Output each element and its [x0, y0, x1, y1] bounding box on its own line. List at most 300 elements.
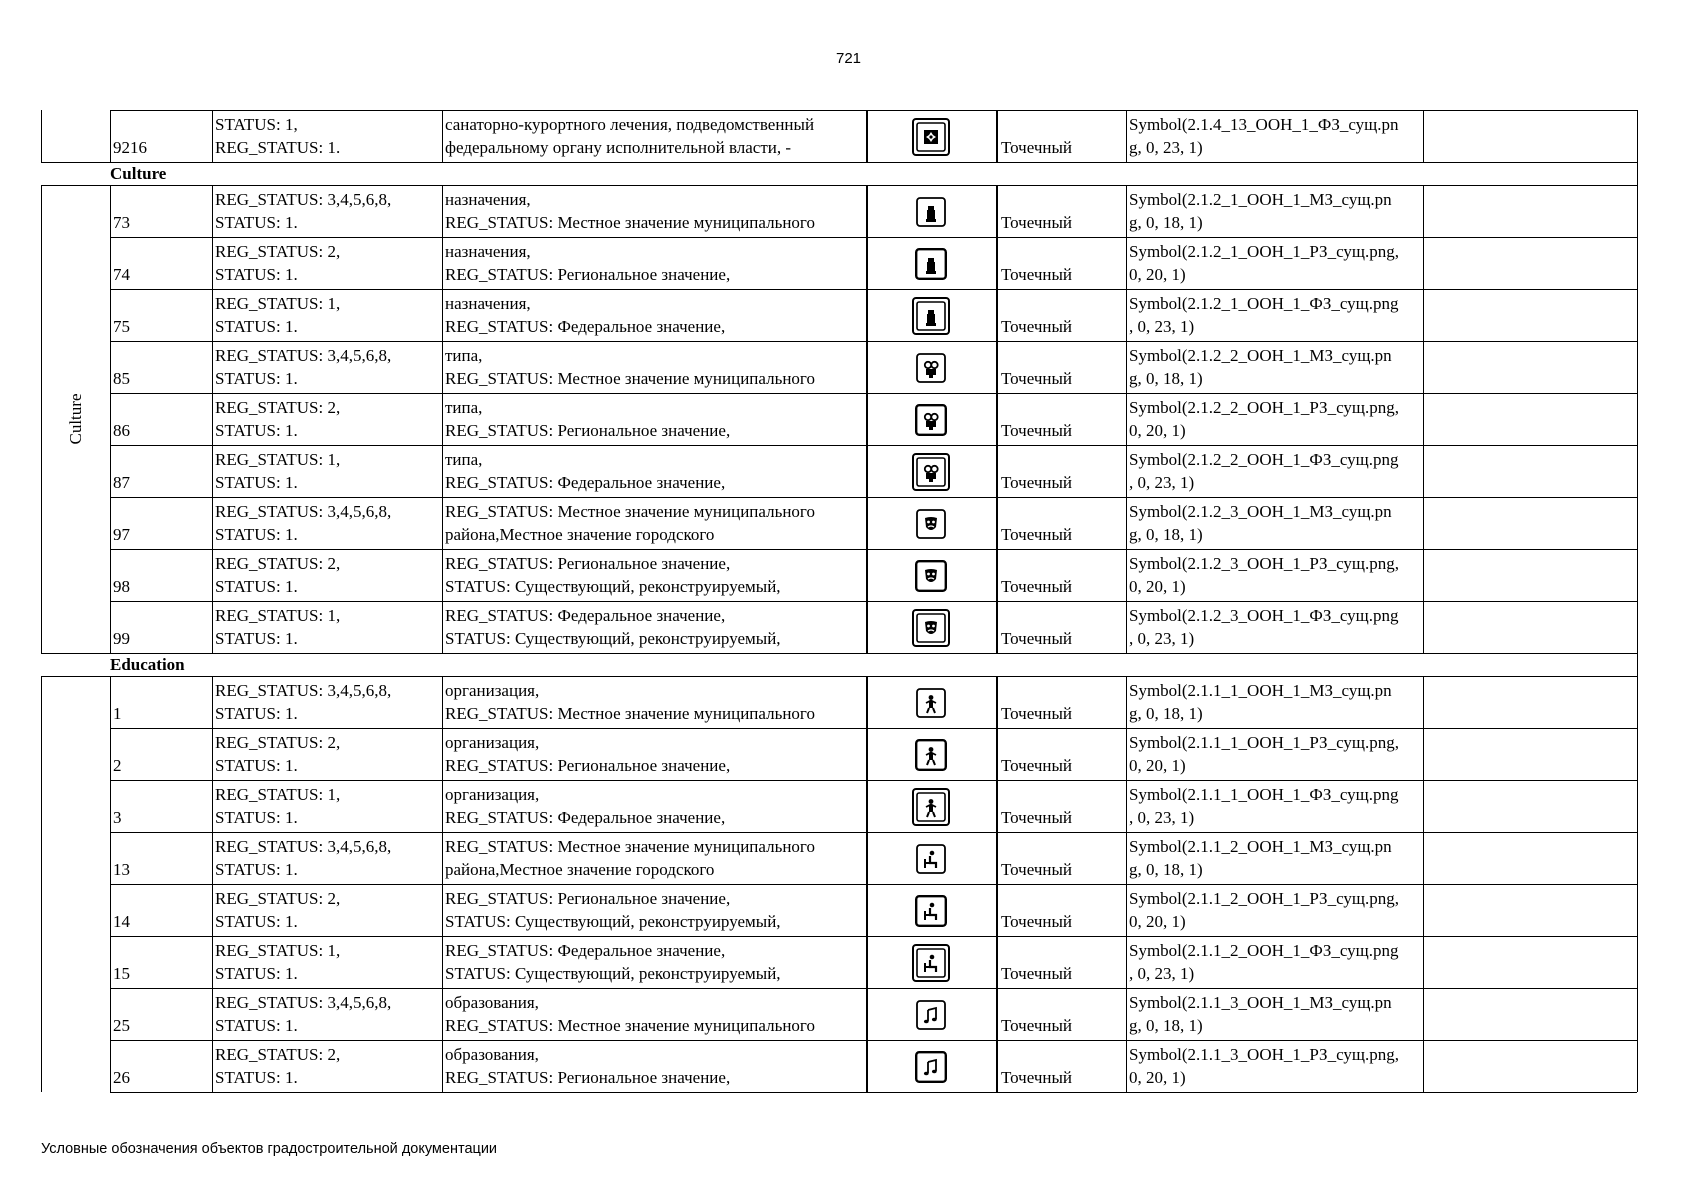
symbol-cell-line: 0, 20, 1) [1129, 577, 1186, 596]
table-rule-v [110, 289, 111, 341]
table-rule-v [1423, 185, 1424, 237]
table-rule-v [442, 728, 443, 780]
table-rule-v [1637, 988, 1638, 1040]
music-note-icon [915, 1051, 947, 1083]
table-rule-v [866, 832, 868, 884]
symbol-cell-line: Symbol(2.1.1_2_ООН_1_МЗ_сущ.pn [1129, 837, 1392, 856]
table-rule-v [212, 936, 213, 988]
status-cell-line: STATUS: 1. [215, 1016, 298, 1035]
status-cell-line: STATUS: 1. [215, 213, 298, 232]
symbol-cell-line: 0, 20, 1) [1129, 1068, 1186, 1087]
table-rule-v [41, 676, 42, 728]
table-rule-v [996, 884, 998, 936]
table-rule-h [41, 162, 110, 163]
description-cell-line: REG_STATUS: Местное значение муниципального [445, 837, 815, 856]
table-rule-v [110, 341, 111, 393]
description-cell [445, 552, 864, 598]
symbol-cell [1129, 113, 1421, 159]
table-rule-v [1423, 988, 1424, 1040]
symbol-cell-line: Symbol(2.1.1_2_ООН_1_ФЗ_сущ.png [1129, 941, 1399, 960]
description-cell [445, 500, 864, 546]
table-rule-v [1423, 780, 1424, 832]
status-cell-line: STATUS: 1. [215, 756, 298, 775]
theatre-mask-icon [916, 509, 946, 539]
table-rule-v [866, 988, 868, 1040]
status-cell-line: REG_STATUS: 1. [215, 138, 341, 157]
geometry-type: Точечный [1001, 421, 1073, 440]
table-rule-v [442, 832, 443, 884]
symbol-cell-line: Symbol(2.1.2_3_ООН_1_МЗ_сущ.pn [1129, 502, 1392, 521]
geometry-type: Точечный [1001, 808, 1073, 827]
table-rule-v [41, 445, 42, 497]
table-rule-v [866, 110, 868, 162]
status-cell [215, 604, 440, 650]
table-rule-v [41, 601, 42, 653]
table-rule-v [442, 237, 443, 289]
table-rule-v [1126, 497, 1127, 549]
table-rule-v [41, 393, 42, 445]
table-rule-v [110, 780, 111, 832]
description-cell-line: REG_STATUS: Местное значение муниципального [445, 502, 815, 521]
table-rule-v [212, 780, 213, 832]
status-cell-line: REG_STATUS: 2, [215, 733, 341, 752]
table-rule-h [110, 393, 1637, 394]
table-rule-v [866, 884, 868, 936]
status-cell-line: REG_STATUS: 1, [215, 606, 341, 625]
status-cell-line: STATUS: 1. [215, 421, 298, 440]
status-cell [215, 835, 440, 881]
description-cell [445, 188, 864, 234]
table-rule-v [442, 497, 443, 549]
theatre-mask-icon [915, 560, 947, 592]
table-rule-v [866, 1040, 868, 1092]
table-rule-v [996, 780, 998, 832]
status-cell-line: REG_STATUS: 2, [215, 398, 341, 417]
description-cell-line: REG_STATUS: Местное значение муниципального [445, 369, 815, 388]
projector-icon [916, 353, 946, 383]
description-cell-line: санаторно-курортного лечения, подведомственный [445, 115, 815, 134]
table-rule-v [442, 185, 443, 237]
geometry-type: Точечный [1001, 317, 1073, 336]
table-rule-v [996, 1040, 998, 1092]
table-rule-v [996, 237, 998, 289]
geometry-type: Точечный [1001, 912, 1073, 931]
table-rule-v [1126, 988, 1127, 1040]
table-rule-v [442, 780, 443, 832]
symbol-cell [1129, 939, 1421, 985]
table-rule-v [996, 549, 998, 601]
table-rule-h [110, 728, 1637, 729]
symbol-cell-line: g, 0, 18, 1) [1129, 525, 1203, 544]
description-cell-line: района,Местное значение городского [445, 525, 715, 544]
table-rule-v [41, 549, 42, 601]
table-rule-v [1637, 549, 1638, 601]
geometry-type: Точечный [1001, 138, 1073, 157]
geometry-type: Точечный [1001, 369, 1073, 388]
symbol-cell-line: Symbol(2.1.1_1_ООН_1_РЗ_сущ.png, [1129, 733, 1399, 752]
status-cell-line: STATUS: 1. [215, 525, 298, 544]
status-cell-line: REG_STATUS: 3,4,5,6,8, [215, 681, 392, 700]
table-rule-v [110, 832, 111, 884]
table-rule-v [41, 1040, 42, 1092]
description-cell-line: REG_STATUS: Региональное значение, [445, 1068, 731, 1087]
description-cell-line: организация, [445, 785, 540, 804]
table-rule-v [212, 110, 213, 162]
table-rule-v [1126, 780, 1127, 832]
row-code: 97 [113, 525, 130, 544]
symbol-cell-line: Symbol(2.1.2_2_ООН_1_РЗ_сущ.png, [1129, 398, 1399, 417]
description-cell-line: REG_STATUS: Региональное значение, [445, 756, 731, 775]
symbol-cell-line: , 0, 23, 1) [1129, 629, 1195, 648]
monument-icon [915, 248, 947, 280]
table-rule-v [1423, 601, 1424, 653]
status-cell [215, 396, 440, 442]
status-cell [215, 552, 440, 598]
symbol-cell [1129, 991, 1421, 1037]
table-rule-v [996, 832, 998, 884]
status-cell [215, 1043, 440, 1089]
table-rule-v [41, 988, 42, 1040]
table-rule-v [996, 497, 998, 549]
table-rule-v [1126, 601, 1127, 653]
table-rule-v [996, 728, 998, 780]
table-rule-v [110, 110, 111, 162]
symbol-cell [1129, 188, 1421, 234]
table-rule-h [110, 601, 1637, 602]
table-rule-v [1423, 549, 1424, 601]
table-rule-v [1637, 445, 1638, 497]
table-rule-v [41, 289, 42, 341]
status-cell-line: STATUS: 1. [215, 577, 298, 596]
description-cell [445, 731, 864, 777]
row-code: 26 [113, 1068, 130, 1087]
table-rule-v [1637, 728, 1638, 780]
table-rule-v [1637, 884, 1638, 936]
table-rule-h [110, 780, 1637, 781]
table-rule-v [212, 549, 213, 601]
symbol-cell-line: Symbol(2.1.2_1_ООН_1_МЗ_сущ.pn [1129, 190, 1392, 209]
table-rule-h [110, 653, 1637, 654]
group-side-label: Culture [65, 393, 85, 445]
table-rule-v [866, 549, 868, 601]
description-cell-line: STATUS: Существующий, реконструируемый, [445, 912, 781, 931]
child-icon [916, 688, 946, 718]
status-cell-line: STATUS: 1. [215, 860, 298, 879]
table-rule-v [41, 728, 42, 780]
table-rule-v [110, 393, 111, 445]
table-rule-v [1126, 289, 1127, 341]
table-rule-v [1126, 936, 1127, 988]
theatre-mask-icon [912, 609, 950, 647]
table-rule-v [1637, 1040, 1638, 1092]
symbol-cell [1129, 552, 1421, 598]
description-cell-line: REG_STATUS: Федеральное значение, [445, 473, 726, 492]
description-cell [445, 783, 864, 829]
table-rule-v [110, 676, 111, 728]
description-cell-line: REG_STATUS: Федеральное значение, [445, 941, 726, 960]
table-rule-v [110, 988, 111, 1040]
page-footer: Условные обозначения объектов градостроительной документации [41, 1141, 498, 1157]
row-code: 85 [113, 369, 130, 388]
table-rule-v [1423, 393, 1424, 445]
status-cell [215, 292, 440, 338]
symbol-cell-line: 0, 20, 1) [1129, 421, 1186, 440]
description-cell-line: REG_STATUS: Региональное значение, [445, 554, 731, 573]
status-cell [215, 731, 440, 777]
table-rule-v [1637, 393, 1638, 445]
symbol-cell-line: Symbol(2.1.2_3_ООН_1_ФЗ_сущ.png [1129, 606, 1399, 625]
description-cell [445, 292, 864, 338]
projector-icon [915, 404, 947, 436]
table-rule-v [1637, 832, 1638, 884]
row-code: 3 [113, 808, 122, 827]
table-rule-h [110, 549, 1637, 550]
symbol-cell-line: g, 0, 23, 1) [1129, 138, 1203, 157]
status-cell-line: REG_STATUS: 3,4,5,6,8, [215, 502, 392, 521]
description-cell [445, 396, 864, 442]
table-rule-h [110, 988, 1637, 989]
table-rule-v [442, 341, 443, 393]
description-cell-line: типа, [445, 346, 483, 365]
table-rule-v [1637, 936, 1638, 988]
table-rule-v [442, 601, 443, 653]
table-rule-v [110, 884, 111, 936]
symbol-cell [1129, 500, 1421, 546]
table-rule-v [1423, 884, 1424, 936]
status-cell [215, 887, 440, 933]
table-rule-v [212, 185, 213, 237]
symbol-cell-line: , 0, 23, 1) [1129, 317, 1195, 336]
table-rule-v [866, 780, 868, 832]
symbol-cell [1129, 448, 1421, 494]
child-icon [912, 788, 950, 826]
monument-icon [912, 297, 950, 335]
symbol-cell-line: g, 0, 18, 1) [1129, 860, 1203, 879]
status-cell-line: STATUS: 1. [215, 964, 298, 983]
geometry-type: Точечный [1001, 629, 1073, 648]
status-cell-line: REG_STATUS: 3,4,5,6,8, [215, 190, 392, 209]
table-rule-h [110, 110, 1637, 111]
table-rule-h [110, 445, 1637, 446]
table-rule-v [866, 289, 868, 341]
table-rule-v [866, 936, 868, 988]
row-code: 75 [113, 317, 130, 336]
geometry-type: Точечный [1001, 213, 1073, 232]
table-rule-v [996, 341, 998, 393]
symbol-cell-line: Symbol(2.1.2_2_ООН_1_ФЗ_сущ.png [1129, 450, 1399, 469]
symbol-cell [1129, 240, 1421, 286]
status-cell-line: REG_STATUS: 3,4,5,6,8, [215, 837, 392, 856]
table-rule-v [1637, 185, 1638, 237]
description-cell [445, 448, 864, 494]
table-rule-v [996, 988, 998, 1040]
table-rule-v [212, 445, 213, 497]
table-rule-v [1423, 237, 1424, 289]
table-rule-v [996, 676, 998, 728]
symbol-cell-line: Symbol(2.1.1_3_ООН_1_РЗ_сущ.png, [1129, 1045, 1399, 1064]
symbol-cell-line: Symbol(2.1.1_1_ООН_1_МЗ_сущ.pn [1129, 681, 1392, 700]
table-rule-h [41, 185, 1637, 186]
description-cell-line: назначения, [445, 242, 531, 261]
description-cell [445, 240, 864, 286]
description-cell-line: организация, [445, 733, 540, 752]
symbol-cell [1129, 344, 1421, 390]
symbol-cell-line: 0, 20, 1) [1129, 756, 1186, 775]
symbol-cell-line: , 0, 23, 1) [1129, 473, 1195, 492]
status-cell-line: REG_STATUS: 2, [215, 1045, 341, 1064]
symbol-cell [1129, 783, 1421, 829]
status-cell-line: STATUS: 1. [215, 317, 298, 336]
symbol-cell-line: Symbol(2.1.2_1_ООН_1_ФЗ_сущ.png [1129, 294, 1399, 313]
geometry-type: Точечный [1001, 265, 1073, 284]
table-rule-v [866, 601, 868, 653]
description-cell-line: REG_STATUS: Региональное значение, [445, 889, 731, 908]
status-cell-line: REG_STATUS: 1, [215, 941, 341, 960]
table-rule-v [1423, 832, 1424, 884]
table-rule-v [110, 936, 111, 988]
row-code: 74 [113, 265, 130, 284]
table-rule-v [1126, 237, 1127, 289]
projector-icon [912, 453, 950, 491]
table-rule-v [1126, 728, 1127, 780]
table-rule-v [866, 676, 868, 728]
status-cell-line: REG_STATUS: 2, [215, 889, 341, 908]
status-cell [215, 939, 440, 985]
table-rule-v [442, 549, 443, 601]
table-rule-v [996, 110, 998, 162]
description-cell-line: типа, [445, 398, 483, 417]
row-code: 98 [113, 577, 130, 596]
table-rule-h [110, 1040, 1637, 1041]
table-rule-v [442, 676, 443, 728]
table-rule-v [110, 549, 111, 601]
description-cell [445, 679, 864, 725]
status-cell [215, 991, 440, 1037]
status-cell [215, 113, 440, 159]
table-rule-v [866, 445, 868, 497]
status-cell [215, 500, 440, 546]
table-rule-v [212, 884, 213, 936]
description-cell-line: REG_STATUS: Местное значение муниципального [445, 213, 815, 232]
symbol-cell [1129, 835, 1421, 881]
table-rule-v [1126, 185, 1127, 237]
table-rule-v [212, 393, 213, 445]
table-rule-v [41, 110, 42, 162]
table-rule-v [442, 289, 443, 341]
table-rule-v [41, 497, 42, 549]
table-rule-v [866, 341, 868, 393]
table-rule-v [1423, 445, 1424, 497]
table-rule-v [1126, 341, 1127, 393]
table-rule-v [212, 237, 213, 289]
table-rule-v [442, 393, 443, 445]
table-rule-v [212, 832, 213, 884]
symbol-cell-line: Symbol(2.1.1_3_ООН_1_МЗ_сущ.pn [1129, 993, 1392, 1012]
symbol-cell-line: Symbol(2.1.4_13_ООН_1_ФЗ_сущ.pn [1129, 115, 1399, 134]
table-rule-v [1423, 289, 1424, 341]
description-cell [445, 939, 864, 985]
symbol-cell [1129, 679, 1421, 725]
table-rule-v [110, 445, 111, 497]
geometry-type: Точечный [1001, 1068, 1073, 1087]
status-cell-line: STATUS: 1. [215, 808, 298, 827]
status-cell-line: REG_STATUS: 2, [215, 554, 341, 573]
table-rule-v [866, 393, 868, 445]
row-code: 73 [113, 213, 130, 232]
symbol-cell-line: Symbol(2.1.1_2_ООН_1_РЗ_сущ.png, [1129, 889, 1399, 908]
status-cell-line: REG_STATUS: 1, [215, 450, 341, 469]
child-icon [915, 739, 947, 771]
page-number: 721 [835, 50, 862, 67]
description-cell [445, 344, 864, 390]
table-rule-v [1637, 601, 1638, 653]
table-rule-v [212, 601, 213, 653]
table-rule-v [41, 936, 42, 988]
symbol-cell-line: , 0, 23, 1) [1129, 964, 1195, 983]
music-note-icon [916, 1000, 946, 1030]
row-code: 86 [113, 421, 130, 440]
description-cell-line: типа, [445, 450, 483, 469]
table-rule-v [41, 185, 42, 237]
description-cell-line: STATUS: Существующий, реконструируемый, [445, 577, 781, 596]
description-cell [445, 604, 864, 650]
symbol-cell-line: g, 0, 18, 1) [1129, 704, 1203, 723]
table-rule-v [1423, 728, 1424, 780]
status-cell-line: REG_STATUS: 1, [215, 294, 341, 313]
description-cell-line: организация, [445, 681, 540, 700]
table-rule-v [212, 988, 213, 1040]
table-rule-v [996, 936, 998, 988]
table-rule-v [1423, 497, 1424, 549]
table-rule-v [996, 393, 998, 445]
table-rule-h [110, 832, 1637, 833]
table-rule-v [1126, 445, 1127, 497]
table-rule-v [41, 237, 42, 289]
table-rule-v [1126, 393, 1127, 445]
status-cell [215, 188, 440, 234]
status-cell-line: REG_STATUS: 1, [215, 785, 341, 804]
symbol-cell-line: Symbol(2.1.2_1_ООН_1_РЗ_сущ.png, [1129, 242, 1399, 261]
description-cell-line: района,Местное значение городского [445, 860, 715, 879]
status-cell-line: STATUS: 1. [215, 912, 298, 931]
status-cell-line: REG_STATUS: 3,4,5,6,8, [215, 993, 392, 1012]
table-rule-v [1126, 1040, 1127, 1092]
table-rule-v [866, 237, 868, 289]
row-code: 13 [113, 860, 130, 879]
table-rule-v [442, 988, 443, 1040]
description-cell-line: назначения, [445, 294, 531, 313]
table-rule-v [1423, 110, 1424, 162]
table-rule-v [1423, 676, 1424, 728]
table-rule-v [41, 884, 42, 936]
description-cell-line: REG_STATUS: Федеральное значение, [445, 808, 726, 827]
symbol-cell [1129, 396, 1421, 442]
table-rule-v [442, 1040, 443, 1092]
table-rule-v [1637, 497, 1638, 549]
symbol-cell [1129, 887, 1421, 933]
description-cell-line: REG_STATUS: Местное значение муниципального [445, 704, 815, 723]
symbol-cell-line: Symbol(2.1.1_1_ООН_1_ФЗ_сущ.png [1129, 785, 1399, 804]
status-cell-line: STATUS: 1, [215, 115, 298, 134]
geometry-type: Точечный [1001, 756, 1073, 775]
table-rule-v [1637, 162, 1638, 185]
symbol-cell [1129, 292, 1421, 338]
group-header: Culture [110, 164, 167, 183]
group-header: Education [110, 655, 185, 674]
table-rule-h [110, 237, 1637, 238]
monument-icon [916, 197, 946, 227]
description-cell-line: REG_STATUS: Местное значение муниципального [445, 1016, 815, 1035]
